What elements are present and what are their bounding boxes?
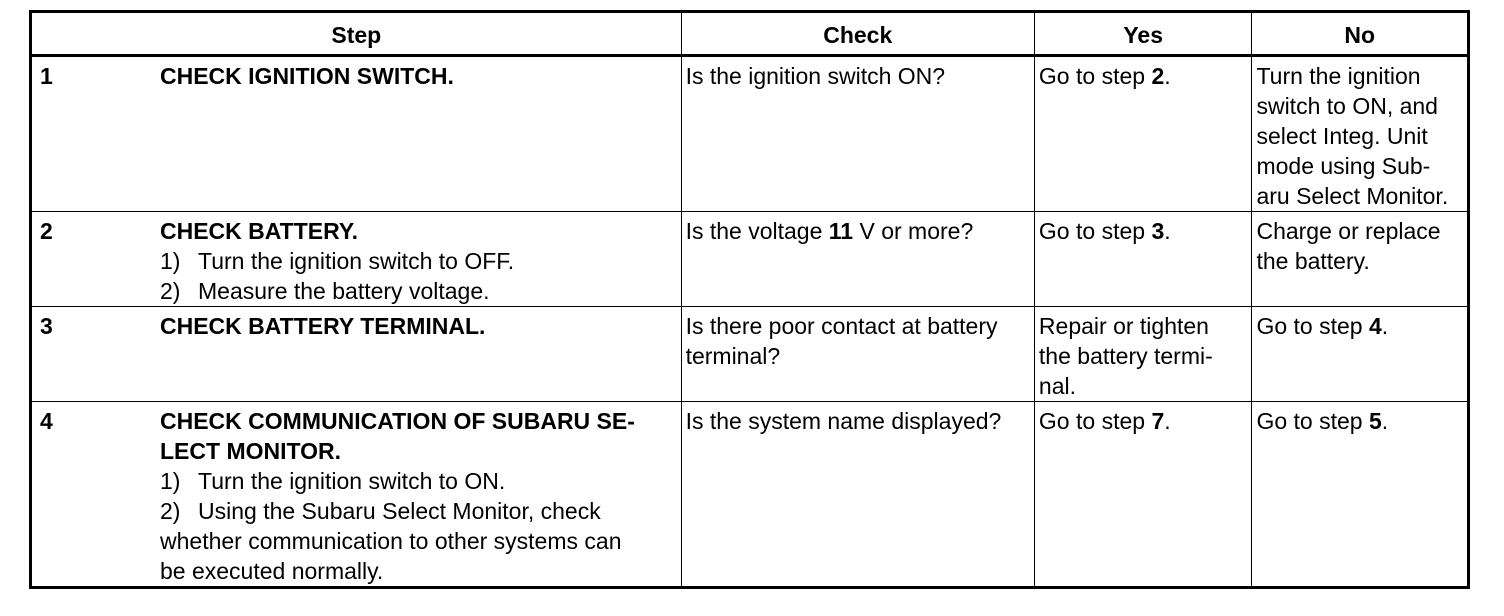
no-line: aru Select Monitor. <box>1256 183 1449 209</box>
no-text <box>1256 212 1463 276</box>
yes-line: the battery termi- <box>1038 343 1213 369</box>
header-step: Step <box>31 12 682 56</box>
yes-cell <box>1034 307 1252 402</box>
check-line: terminal? <box>685 343 781 369</box>
no-cell <box>1252 402 1469 588</box>
step-title-line: CHECK COMMUNICATION OF SUBARU SE- <box>160 408 635 434</box>
yes-step-number: 3 <box>1151 218 1165 244</box>
yes-cell <box>1034 56 1252 212</box>
substep-text: Using the Subaru Select Monitor, check <box>198 498 601 524</box>
substep-continuation: be executed normally. <box>160 558 384 584</box>
header-no: No <box>1252 12 1469 56</box>
yes-suffix: . <box>1164 218 1171 244</box>
no-prefix: Go to step <box>1256 408 1369 434</box>
substep <box>160 276 671 306</box>
no-step-number: 4 <box>1368 313 1382 339</box>
step-number: 1 <box>40 63 53 89</box>
yes-cell <box>1034 212 1252 307</box>
step-cell <box>31 56 682 212</box>
substep-text: Measure the battery voltage. <box>198 278 490 304</box>
step-cell <box>31 307 682 402</box>
no-line: the battery. <box>1256 248 1370 274</box>
substep <box>160 246 671 276</box>
check-text <box>686 212 1030 246</box>
substep-number: 2) <box>160 278 181 304</box>
no-step-number: 5 <box>1368 408 1382 434</box>
yes-text <box>1039 307 1248 401</box>
step-number: 2 <box>40 218 53 244</box>
step-title: CHECK BATTERY. <box>160 218 359 244</box>
substep-number: 1) <box>160 248 181 274</box>
header-row <box>31 12 1469 56</box>
substep-number: 1) <box>160 468 181 494</box>
yes-suffix: . <box>1164 63 1171 89</box>
yes-prefix: Go to step <box>1038 63 1152 89</box>
no-text <box>1256 57 1463 211</box>
substep <box>160 496 671 526</box>
check-cell <box>681 402 1034 588</box>
step-number: 4 <box>40 408 53 434</box>
step-title-line: LECT MONITOR. <box>160 438 342 464</box>
yes-step-number: 7 <box>1151 408 1165 434</box>
yes-text <box>1039 57 1248 91</box>
yes-prefix: Go to step <box>1038 218 1152 244</box>
substep-number: 2) <box>160 498 181 524</box>
table-row <box>31 307 1469 402</box>
header-check: Check <box>681 12 1034 56</box>
table-row <box>31 56 1469 212</box>
diagnostic-table <box>29 10 1470 589</box>
substep <box>160 466 671 496</box>
no-line: select Integ. Unit <box>1256 123 1428 149</box>
check-cell <box>681 212 1034 307</box>
no-text <box>1256 402 1463 436</box>
no-text <box>1256 307 1463 341</box>
no-line: switch to ON, and <box>1256 93 1438 119</box>
yes-line: nal. <box>1038 373 1077 399</box>
check-text: Is the system name displayed? <box>685 408 1002 434</box>
check-text: Is the ignition switch ON? <box>685 63 946 89</box>
step-cell <box>31 402 682 588</box>
yes-step-number: 2 <box>1151 63 1165 89</box>
step-cell <box>31 212 682 307</box>
substep-text: Turn the ignition switch to OFF. <box>198 248 515 274</box>
check-suffix: V or more? <box>853 218 974 244</box>
table-row <box>31 402 1469 588</box>
no-line: mode using Sub- <box>1256 153 1431 179</box>
yes-text <box>1039 402 1248 436</box>
step-title: CHECK BATTERY TERMINAL. <box>160 313 486 339</box>
substep-text: Turn the ignition switch to ON. <box>198 468 506 494</box>
no-cell <box>1252 212 1469 307</box>
check-cell <box>681 56 1034 212</box>
check-value: 11 <box>828 218 854 244</box>
yes-prefix: Go to step <box>1038 408 1152 434</box>
no-prefix: Go to step <box>1256 313 1369 339</box>
no-cell <box>1252 307 1469 402</box>
check-text <box>686 307 1030 371</box>
yes-suffix: . <box>1164 408 1171 434</box>
yes-line: Repair or tighten <box>1038 313 1209 339</box>
step-title: CHECK IGNITION SWITCH. <box>160 63 454 89</box>
header-yes: Yes <box>1034 12 1252 56</box>
no-suffix: . <box>1381 408 1389 434</box>
no-suffix: . <box>1381 313 1389 339</box>
step-number: 3 <box>40 313 53 339</box>
check-line: Is there poor contact at battery <box>685 313 998 339</box>
no-line: Charge or replace <box>1256 218 1441 244</box>
no-cell <box>1252 56 1469 212</box>
yes-cell <box>1034 402 1252 588</box>
no-line: Turn the ignition <box>1256 63 1421 89</box>
check-prefix: Is the voltage <box>685 218 829 244</box>
table-row <box>31 212 1469 307</box>
check-cell <box>681 307 1034 402</box>
substep-continuation: whether communication to other systems can <box>160 528 622 554</box>
yes-text <box>1039 212 1248 246</box>
